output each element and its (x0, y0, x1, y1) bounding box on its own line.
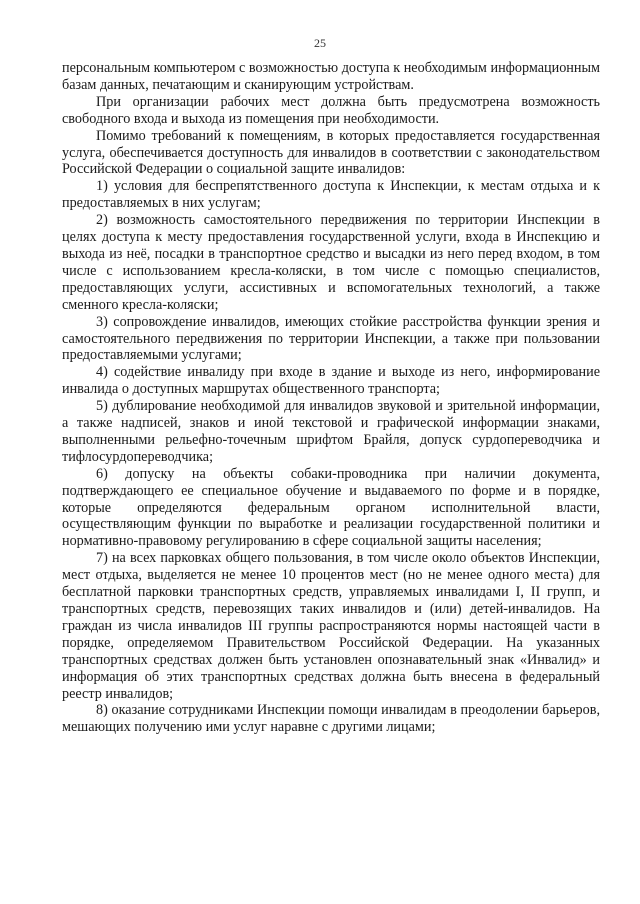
paragraph-accessibility-intro: Помимо требований к помещениям, в которых предоставляется государственная услуга, обеспечивается доступность для инвалидов в соответствии с законодательством Российской Федерации о социальной защите инвалидов: (62, 127, 600, 178)
list-item-4: 4) содействие инвалиду при входе в здание и выходе из него, информирование инвалида о доступных маршрутах общественного транспорта; (62, 364, 600, 398)
paragraph-continuation: персональным компьютером с возможностью доступа к необходимым информационным базам данных, печатающим и сканирующим устройствам. (62, 60, 600, 93)
list-item-5: 5) дублирование необходимой для инвалидов звуковой и зрительной информации, а также надписей, знаков и иной текстовой и графической информации знаками, выполненными рельефно-точечным шрифтом Брайля, допуск сурдопереводчика и тифлосурдопереводчика; (62, 398, 600, 465)
list-item-6: 6) допуску на объекты собаки-проводника при наличии документа, подтверждающего ее специальное обучение и выдаваемого по форме и в порядке, которые определяются федеральным органом исполнительной власти, осуществляющим функции по выработке и реализации государственной политики и нормативно-правовому регулированию в сфере социальной защиты населения; (62, 465, 600, 550)
list-item-3: 3) сопровождение инвалидов, имеющих стойкие расстройства функции зрения и самостоятельного передвижения по территории Инспекции, а также при пользовании предоставляемыми услугами; (62, 313, 600, 364)
list-item-2: 2) возможность самостоятельного передвижения по территории Инспекции в целях доступа к месту предоставления государственной услуги, входа в Инспекцию и выхода из неё, посадки в транспортное средство и высадки из него перед входом, в том числе с использованием кресла-коляски, в том числе с помощью специалистов, предоставляющих услуги, ассистивных и вспомогательных технологий, а также сменного кресла-коляски; (62, 212, 600, 313)
list-item-1: 1) условия для беспрепятственного доступа к Инспекции, к местам отдыха и к предоставляемых в них услугам; (62, 178, 600, 212)
document-body (62, 60, 600, 736)
list-item-7: 7) на всех парковках общего пользования, в том числе около объектов Инспекции, мест отдыха, выделяется не менее 10 процентов мест (но не менее одного места) для бесплатной парковки транспортных средств, управляемых инвалидами I, II групп, и транспортных средств, перевозящих таких инвалидов и (или) детей-инвалидов. На граждан из числа инвалидов III группы распространяются нормы настоящей части в порядке, определяемом Правительством Российской Федерации. На указанных транспортных средствах должен быть установлен опознавательный знак «Инвалид» и информация об этих транспортных средствах должна быть внесена в федеральный реестр инвалидов; (62, 550, 600, 702)
list-item-8: 8) оказание сотрудниками Инспекции помощи инвалидам в преодолении барьеров, мешающих получению ими услуг наравне с другими лицами; (62, 702, 600, 736)
page-number: 25 (314, 36, 326, 50)
paragraph-workplaces: При организации рабочих мест должна быть предусмотрена возможность свободного входа и выхода из помещения при необходимости. (62, 93, 600, 127)
